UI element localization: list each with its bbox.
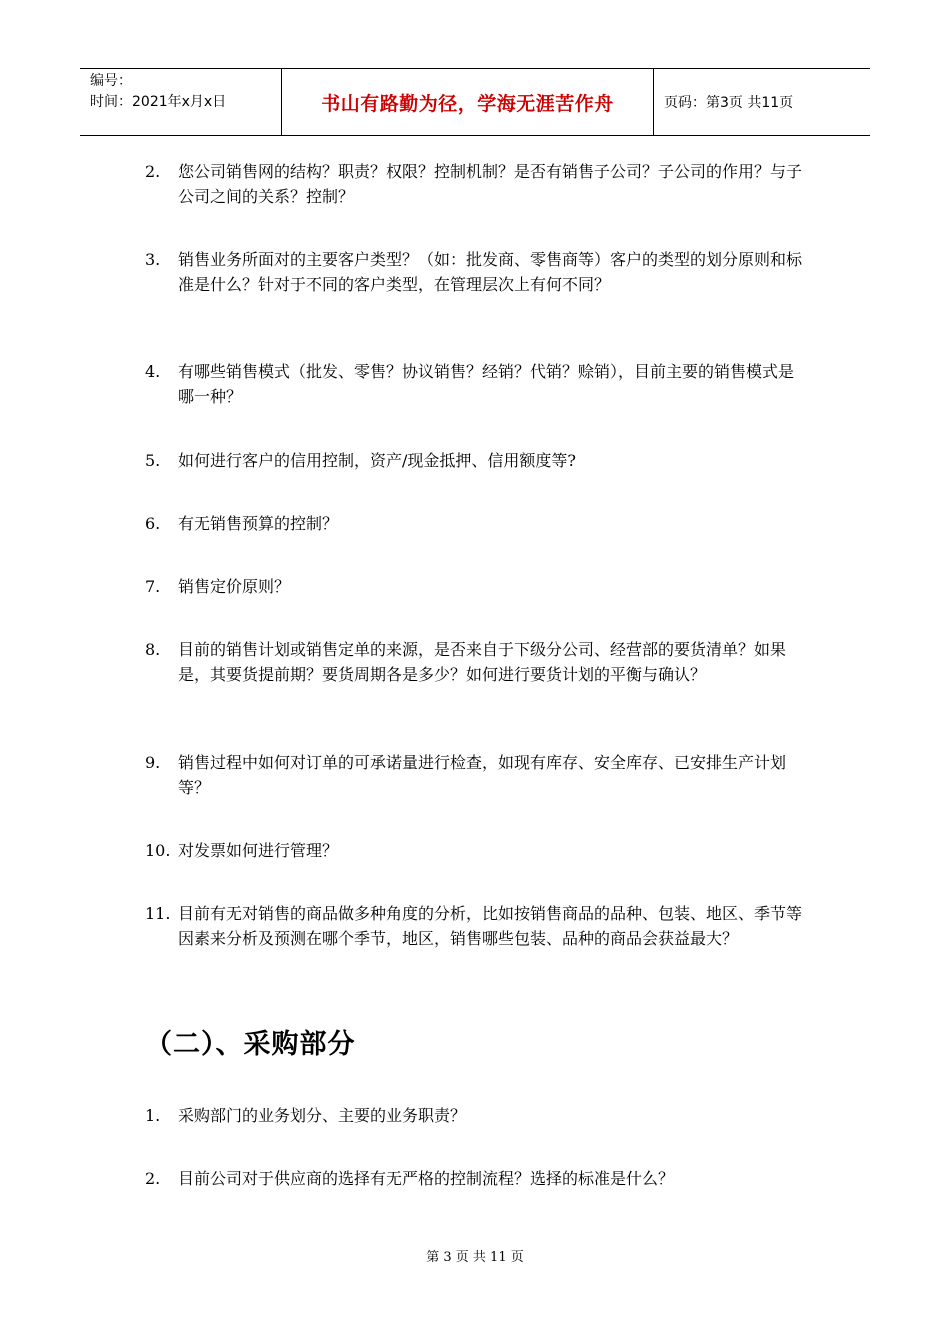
page-footer: 第 3 页 共 11 页 <box>426 1250 524 1265</box>
question-item <box>145 511 805 536</box>
item-number: 10. <box>145 841 171 860</box>
header-meta <box>80 69 282 135</box>
item-number: 11. <box>145 904 171 923</box>
item-text: 您公司销售网的结构？职责？权限？控制机制？是否有销售子公司？子公司的作用？与子公司之间的关系？控制？ <box>178 162 803 206</box>
item-text: 采购部门的业务划分、主要的业务职责？ <box>178 1106 467 1125</box>
item-number: 2. <box>145 162 161 181</box>
item-text: 有哪些销售模式（批发、零售？协议销售？经销？代销？赊销），目前主要的销售模式是哪一种？ <box>178 362 795 406</box>
item-number: 5. <box>145 451 161 470</box>
item-number: 4. <box>145 362 161 381</box>
header-motto: 书山有路勤为径，学海无涯苦作舟 <box>282 69 654 135</box>
item-number: 7. <box>145 577 161 596</box>
question-item <box>145 448 805 473</box>
item-number: 3. <box>145 250 161 269</box>
question-item <box>145 247 805 297</box>
item-text: 目前有无对销售的商品做多种角度的分析，比如按销售商品的品种、包装、地区、季节等因素来分析及预测在哪个季节，地区，销售哪些包装、品种的商品会获益最大？ <box>178 904 803 948</box>
question-item <box>145 1166 805 1191</box>
question-item <box>145 574 805 599</box>
item-text: 如何进行客户的信用控制，资产/现金抵押、信用额度等? <box>178 451 576 470</box>
question-item <box>145 359 805 409</box>
item-text: 销售定价原则？ <box>178 577 291 596</box>
code-label: 编号： <box>90 73 132 89</box>
item-number: 2. <box>145 1169 161 1188</box>
item-text: 销售业务所面对的主要客户类型？（如：批发商、零售商等）客户的类型的划分原则和标准是什么？针对于不同的客户类型，在管理层次上有何不同？ <box>178 250 803 294</box>
question-item <box>145 637 805 687</box>
item-text: 对发票如何进行管理？ <box>178 841 339 860</box>
item-number: 9. <box>145 753 161 772</box>
time-label: 时间：2021年x月x日 <box>90 94 227 110</box>
item-text: 目前公司对于供应商的选择有无严格的控制流程？选择的标准是什么？ <box>178 1169 675 1188</box>
question-item <box>145 1103 805 1128</box>
section-heading: （二）、采购部分 <box>145 1029 356 1060</box>
item-number: 1. <box>145 1106 161 1125</box>
item-number: 8. <box>145 640 161 659</box>
question-item <box>145 159 805 209</box>
item-text: 有无销售预算的控制？ <box>178 514 339 533</box>
item-text: 目前的销售计划或销售定单的来源，是否来自于下级分公司、经营部的要货清单？如果是，其要货提前期？要货周期各是多少？如何进行要货计划的平衡与确认？ <box>178 640 787 684</box>
item-text: 销售过程中如何对订单的可承诺量进行检查，如现有库存、安全库存、已安排生产计划等？ <box>178 753 787 797</box>
item-number: 6. <box>145 514 161 533</box>
header-page-info: 页码：第3页 共11页 <box>664 95 794 111</box>
question-item <box>145 750 805 800</box>
question-item <box>145 901 805 951</box>
question-item <box>145 838 805 863</box>
page-header <box>80 68 870 136</box>
